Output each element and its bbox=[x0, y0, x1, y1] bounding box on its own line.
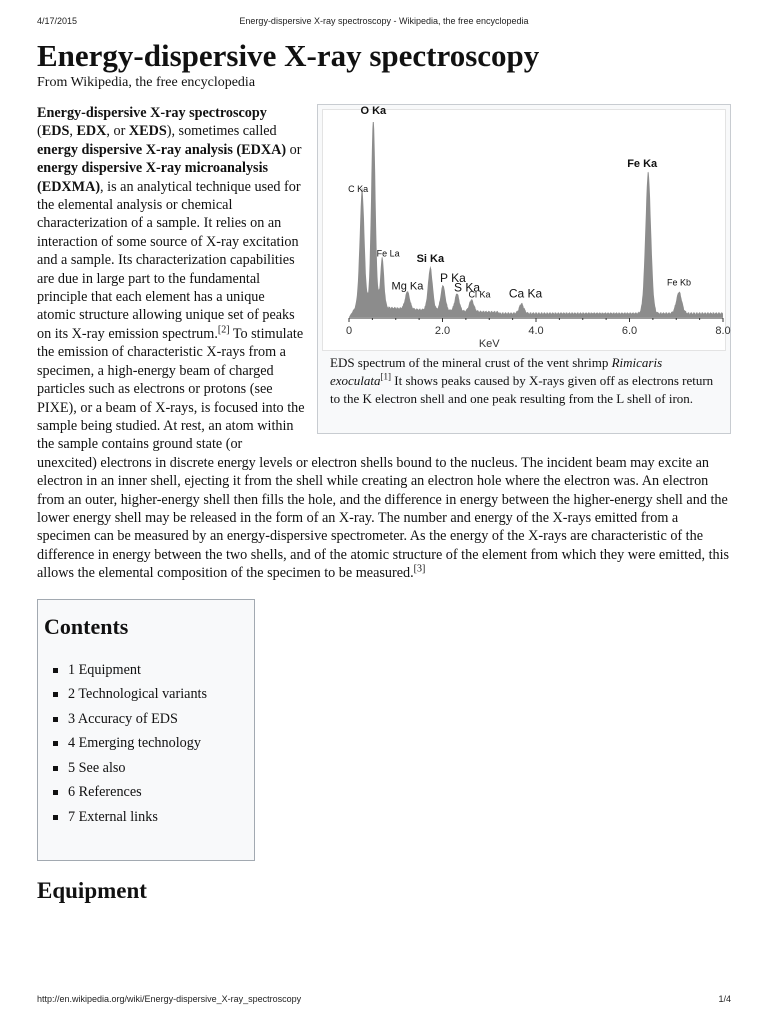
figure-caption bbox=[322, 351, 726, 408]
term-eds: Energy-dispersive X-ray spectroscopy bbox=[37, 105, 267, 121]
table-of-contents bbox=[37, 599, 255, 861]
toc-item-equipment[interactable]: 1 Equipment bbox=[68, 658, 246, 683]
toc-item-references[interactable]: 6 References bbox=[68, 780, 246, 805]
peak-label: Si Ka bbox=[416, 253, 445, 266]
print-date: 4/17/2015 bbox=[37, 16, 78, 26]
print-page-title: Energy-dispersive X-ray spectroscopy - Wikipedia, the free encyclopedia bbox=[239, 16, 529, 26]
toc-item-accuracy-of-eds[interactable]: 3 Accuracy of EDS bbox=[68, 707, 246, 732]
peak-label: Mg Ka bbox=[391, 280, 424, 293]
ref-link-2[interactable]: [2] bbox=[217, 324, 230, 336]
lead-text: To stimulate the emission of characteristic X-rays from a specimen, a high-energy beam of charged particles such as electrons or protons (see bbox=[37, 325, 304, 398]
pixe-link[interactable]: PIXE bbox=[37, 399, 69, 416]
peak-label: O Ka bbox=[360, 105, 387, 118]
lead-text: ), or a beam of X-rays, is focused into the sample being studied. At rest, an atom within the sample contains ground state (or unexcited) electrons in discrete energy levels or electron shells bound to the nucleus. The incident beam may excite an electron in an inner shell, ejecting it from the shell while creating an electron hole where the electron was. An electron from an outer, higher-energy shell then fills the hole, and the difference in energy between the higher-energy shell and the lower energy shell may be released in the form of an X-ray. The number and energy of the X-rays emitted from a specimen can be measured by an energy-dispersive spectrometer. As the energy of the X-rays are characteristic of the difference in energy between the two shells, and of the atomic structure of the element from which they were emitted, this allows the elemental composition of the specimen to be measured. bbox=[37, 399, 730, 582]
eds-spectrum-chart bbox=[323, 105, 731, 350]
print-footer bbox=[37, 994, 731, 1008]
term-edxa: energy dispersive X-ray analysis (EDXA) bbox=[37, 141, 287, 158]
spectrum-figure bbox=[317, 104, 731, 434]
x-tick-label: 0 bbox=[345, 325, 353, 337]
abbr-xeds: XEDS bbox=[128, 123, 167, 140]
toc-item-external-links[interactable]: 7 External links bbox=[68, 805, 246, 830]
toc-item-see-also[interactable]: 5 See also bbox=[68, 756, 246, 781]
toc-item-technological-variants[interactable]: 2 Technological variants bbox=[68, 682, 246, 707]
lead-text: , or bbox=[106, 123, 129, 140]
spectrum-image[interactable] bbox=[322, 105, 731, 351]
peak-label: Fe Ka bbox=[627, 157, 658, 170]
caption-ref-link[interactable]: [1] bbox=[380, 371, 392, 382]
peak-label: Fe Kb bbox=[667, 277, 692, 288]
x-tick-label: 2.0 bbox=[434, 325, 451, 337]
peak-label: Fe La bbox=[376, 248, 400, 259]
article-content bbox=[37, 38, 731, 905]
x-axis-label: KeV bbox=[478, 338, 500, 350]
caption-species-link[interactable]: Rimicaris exoculata bbox=[330, 355, 663, 388]
abbr-eds: EDS bbox=[41, 123, 70, 140]
lead-text: or bbox=[286, 141, 302, 158]
peak-label: C Ka bbox=[348, 184, 369, 195]
x-tick-label: 6.0 bbox=[621, 325, 638, 337]
lead-text: ), sometimes called bbox=[166, 123, 277, 140]
ref-link-3[interactable]: [3] bbox=[413, 563, 426, 575]
toc-title: Contents bbox=[44, 613, 129, 639]
term-edxma: energy dispersive X-ray microanalysis (EDXMA) bbox=[37, 160, 269, 195]
peak-label: Cl Ka bbox=[468, 289, 491, 300]
peak-label: Ca Ka bbox=[508, 286, 543, 301]
lead-text: , is an analytical technique used for the elemental analysis or chemical characterization of a sample. It relies on an interaction of some source of X-ray excitation and a sample. Its characterization capabilities are due in large part to the fundamental principle that each element has a unique atomic structure allowing unique set of peaks on its X-ray emission spectrum. bbox=[37, 178, 301, 342]
print-page-number: 1/4 bbox=[718, 994, 731, 1004]
lead-text: , bbox=[69, 123, 77, 140]
print-header bbox=[37, 16, 731, 30]
caption-text: EDS spectrum of the mineral crust of the vent shrimp bbox=[330, 355, 612, 370]
toc-item-emerging-technology[interactable]: 4 Emerging technology bbox=[68, 731, 246, 756]
caption-text-continued: It shows peaks caused by X-rays given off as electrons return to the K electron shell and one peak resulting from the L shell of iron. bbox=[330, 373, 714, 406]
x-tick-label: 8.0 bbox=[715, 325, 731, 337]
peak-label: P Ka bbox=[440, 270, 466, 285]
x-tick-label: 4.0 bbox=[528, 325, 544, 337]
toc-list bbox=[44, 658, 246, 830]
print-url: http://en.wikipedia.org/wiki/Energy-dispersive_X-ray_spectroscopy bbox=[37, 994, 302, 1004]
lead-text: ( bbox=[37, 123, 42, 140]
peak-label: S Ka bbox=[453, 280, 481, 295]
from-line: From Wikipedia, the free encyclopedia bbox=[37, 75, 256, 90]
page-title: Energy-dispersive X-ray spectroscopy bbox=[37, 38, 540, 73]
abbr-edx: EDX bbox=[76, 123, 107, 140]
section-heading-equipment: Equipment bbox=[37, 877, 147, 903]
